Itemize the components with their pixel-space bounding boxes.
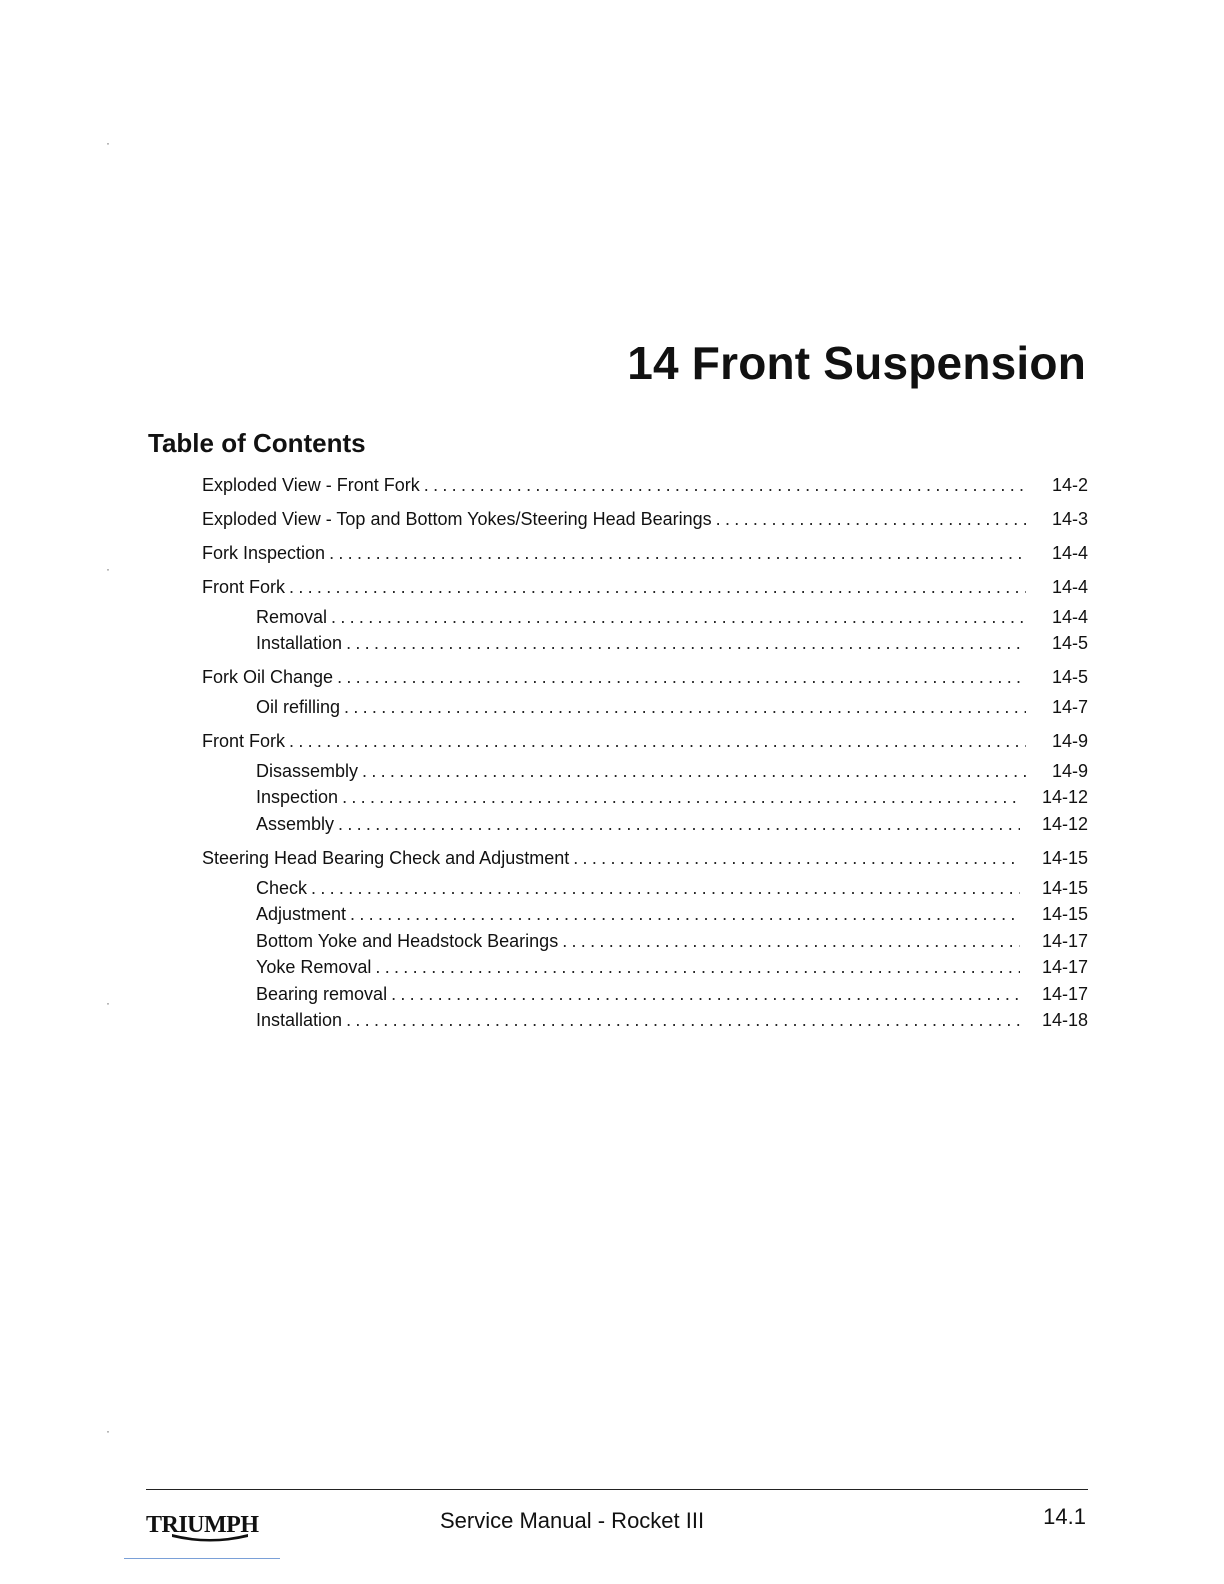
dot-leader [362,760,1026,782]
scan-margin-mark: · [106,1424,110,1438]
toc-subentry[interactable] [256,983,1088,1005]
dot-leader [331,606,1026,628]
toc-entry-page: 14-12 [1041,814,1088,834]
toc-entry-label: Yoke Removal [256,957,372,977]
toc-entry-label: Front Fork [202,577,286,597]
toc-entry-page: 14-15 [1041,904,1088,924]
page-number: 14.1 [1043,1504,1086,1529]
dot-leader [346,632,1026,654]
toc-entry-page: 14-4 [1051,543,1088,563]
toc-entry-page: 14-9 [1051,731,1088,751]
toc-entry-label: Installation [256,1010,343,1030]
dot-leader [337,666,1026,688]
toc-entry-label: Front Fork [202,731,286,751]
toc-subentry[interactable] [256,903,1088,925]
toc-entry[interactable] [202,847,1088,869]
toc-subentry[interactable] [256,956,1088,978]
toc-entry-page: 14-18 [1041,1010,1088,1030]
toc-subentry[interactable] [256,1009,1088,1031]
footer-rule [146,1489,1088,1490]
toc-entry[interactable] [202,576,1088,598]
toc-subentry[interactable] [256,760,1088,782]
toc-entry-label: Assembly [256,814,335,834]
dot-leader [344,696,1026,718]
dot-leader [346,1009,1020,1031]
toc-entry[interactable] [202,508,1088,530]
triumph-logo [144,1510,274,1544]
toc-entry-page: 14-15 [1041,848,1088,868]
dot-leader [391,983,1020,1005]
scan-margin-mark: · [106,996,110,1010]
toc-entry-page: 14-7 [1051,697,1088,717]
toc-entry-label: Exploded View - Front Fork [202,475,420,495]
toc-entry[interactable] [202,666,1088,688]
dot-leader [562,930,1020,952]
scan-artifact-line [124,1558,280,1559]
toc-entry-label: Steering Head Bearing Check and Adjustment [202,848,570,868]
toc-entry-label: Inspection [256,787,339,807]
dot-leader [329,542,1026,564]
toc-entry-label: Oil refilling [256,697,341,717]
dot-leader [424,474,1026,496]
toc-entry-page: 14-2 [1051,475,1088,495]
toc-subentry[interactable] [256,813,1088,835]
toc-entry-page: 14-9 [1051,761,1088,781]
toc-entry-page: 14-17 [1041,957,1088,977]
toc-entry[interactable] [202,730,1088,752]
toc-entry[interactable] [202,542,1088,564]
toc-entry-label: Installation [256,633,343,653]
dot-leader [342,786,1020,808]
toc-subentry[interactable] [256,930,1088,952]
toc-subentry[interactable] [256,696,1088,718]
toc-entry-label: Fork Oil Change [202,667,334,687]
toc-subentry[interactable] [256,606,1088,628]
toc-entry-page: 14-5 [1051,633,1088,653]
toc-entry-page: 14-15 [1041,878,1088,898]
dot-leader [338,813,1020,835]
toc-entry[interactable] [202,474,1088,496]
toc-entry-label: Removal [256,607,328,627]
dot-leader [350,903,1020,925]
dot-leader [716,508,1026,530]
toc-heading: Table of Contents [148,428,366,458]
toc-subentry[interactable] [256,877,1088,899]
toc-subentry[interactable] [256,786,1088,808]
toc-subentry[interactable] [256,632,1088,654]
toc-entry-page: 14-4 [1051,577,1088,597]
manual-title: Service Manual - Rocket III [440,1508,705,1533]
toc-entry-label: Adjustment [256,904,347,924]
dot-leader [573,847,1020,869]
toc-entry-page: 14-4 [1051,607,1088,627]
toc-entry-page: 14-12 [1041,787,1088,807]
toc-entry-label: Check [256,878,308,898]
scan-margin-mark: · [106,136,110,150]
dot-leader [375,956,1020,978]
logo-wordmark: TRIUMPH [146,1512,259,1538]
toc-entry-label: Fork Inspection [202,543,326,563]
chapter-title: 14 Front Suspension [627,337,1086,389]
scan-margin-mark: · [106,562,110,576]
dot-leader [311,877,1020,899]
toc-entry-label: Bottom Yoke and Headstock Bearings [256,931,559,951]
toc-entry-label: Disassembly [256,761,359,781]
toc-entry-page: 14-17 [1041,931,1088,951]
toc-entry-page: 14-17 [1041,984,1088,1004]
toc-entry-label: Bearing removal [256,984,388,1004]
toc-entry-label: Exploded View - Top and Bottom Yokes/Steering Head Bearings [202,509,712,529]
toc-entry-page: 14-5 [1051,667,1088,687]
dot-leader [289,730,1026,752]
toc-entry-page: 14-3 [1051,509,1088,529]
dot-leader [289,576,1026,598]
